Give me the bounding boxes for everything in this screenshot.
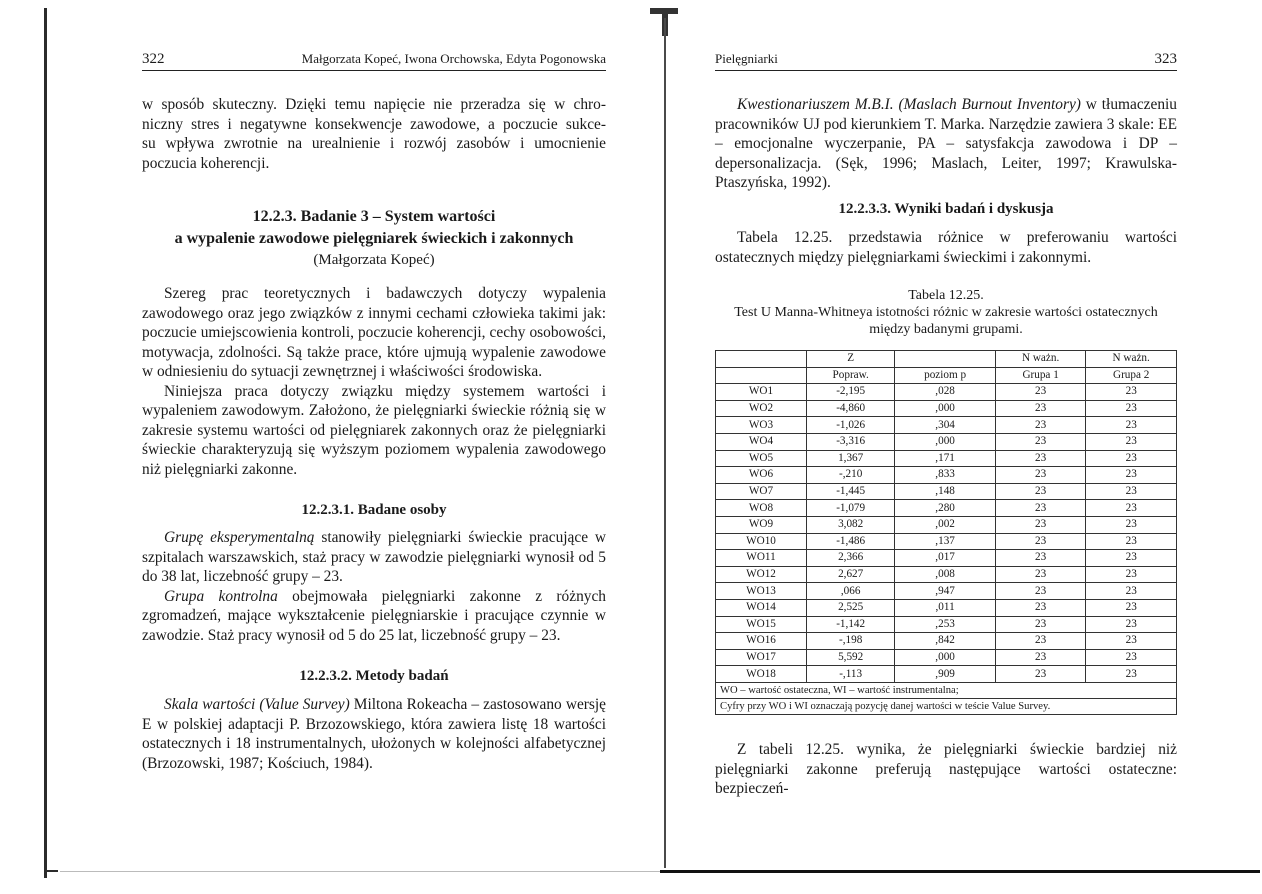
- paragraph: [142, 528, 606, 587]
- table-footnote-row: [716, 698, 1177, 714]
- page-number: 322: [142, 51, 165, 67]
- intro-paragraph: [142, 95, 606, 173]
- paragraph: Szereg prac teoretycznych i badawczych dotyczy wypalenia zawodowego oraz jego związków z innymi cechami człowieka takimi jak: poczucie umiejscowienia kontroli, poczucie koherencji, cechy osobowości, motywacja, zdolności. Są także prace, które ujmują wypalenie zawodowe w odniesieniu do sytuacji zewnętrznej i właściwości środowiska.: [142, 285, 606, 380]
- table-cell: WO14: [716, 599, 807, 616]
- table-cell: ,833: [895, 467, 996, 484]
- table-cell: 23: [995, 633, 1086, 650]
- table-row: [716, 433, 1177, 450]
- table-cell: WO1: [716, 384, 807, 401]
- table-cell: 23: [1086, 550, 1177, 567]
- table-cell: 23: [995, 433, 1086, 450]
- table-cell: 23: [1086, 400, 1177, 417]
- table-cell: -,198: [807, 633, 895, 650]
- left-running-head: [142, 50, 606, 71]
- table-cell: ,017: [895, 550, 996, 567]
- table-cell: ,066: [807, 583, 895, 600]
- table-cell: WO5: [716, 450, 807, 467]
- table-cell: WO4: [716, 433, 807, 450]
- subsection-methods: [142, 666, 606, 773]
- table-cell: 2,627: [807, 566, 895, 583]
- table-cell: WO6: [716, 467, 807, 484]
- table-cell: -1,486: [807, 533, 895, 550]
- table-cell: ,000: [895, 649, 996, 666]
- table-cell: 23: [995, 566, 1086, 583]
- table-label: Tabela 12.25.: [908, 288, 984, 303]
- results-table-wrap: [715, 350, 1177, 715]
- table-cell: -1,445: [807, 483, 895, 500]
- intro-line: poczucia koherencji.: [142, 154, 270, 172]
- emphasis: Grupa kontrolna: [164, 587, 278, 605]
- table-cell: ,947: [895, 583, 996, 600]
- table-cell: 23: [995, 467, 1086, 484]
- table-header-row: [716, 351, 1177, 368]
- table-cell: ,304: [895, 417, 996, 434]
- table-row: [716, 483, 1177, 500]
- section-body: [142, 284, 606, 479]
- section-title-line1: 12.2.3. Badanie 3 – System wartości: [252, 208, 496, 225]
- intro-line: su wpływa zwrotnie na urealnienie i rozwój zasobów i umocnienie: [142, 135, 606, 152]
- paragraph-text: w tłumaczeniu pracowników UJ pod kierunkiem T. Marka. Narzędzie zawiera 3 skale: EE – emocjonalne wyczerpanie, PA – satysfakcja zawodowa i DP – depersonalizacja. (Sęk, 1996; Maslach, Leiter, 1997; Krawulska-Ptaszyńska, 1992).: [715, 96, 1177, 191]
- paragraph: [715, 95, 1177, 193]
- table-cell: 23: [995, 583, 1086, 600]
- table-row: [716, 666, 1177, 683]
- table-cell: 2,366: [807, 550, 895, 567]
- table-cell: 23: [1086, 616, 1177, 633]
- table-row: [716, 450, 1177, 467]
- table-cell: WO8: [716, 500, 807, 517]
- table-cell: WO7: [716, 483, 807, 500]
- table-cell: 1,367: [807, 450, 895, 467]
- table-cell: 3,082: [807, 516, 895, 533]
- table-cell: -1,079: [807, 500, 895, 517]
- table-cell: ,909: [895, 666, 996, 683]
- results-table: [715, 350, 1177, 715]
- table-cell: WO15: [716, 616, 807, 633]
- table-row: [716, 516, 1177, 533]
- table-cell: 23: [995, 649, 1086, 666]
- table-cell: WO9: [716, 516, 807, 533]
- table-cell: 23: [1086, 583, 1177, 600]
- table-cell: poziom p: [895, 367, 996, 384]
- section-heading: [142, 206, 606, 270]
- table-cell: -,113: [807, 666, 895, 683]
- scan-bottom-edge-left: [60, 871, 660, 872]
- table-cell: 23: [1086, 666, 1177, 683]
- table-cell: -1,142: [807, 616, 895, 633]
- methods-continued: [715, 95, 1177, 193]
- right-running-head: [715, 50, 1177, 71]
- emphasis: Grupę eksperymentalną: [164, 529, 315, 546]
- table-row: [716, 533, 1177, 550]
- table-row: [716, 649, 1177, 666]
- table-caption-line1: Test U Manna-Whitneya istotności różnic w zakresie wartości ostatecznych: [734, 305, 1158, 320]
- table-cell: 23: [995, 550, 1086, 567]
- table-cell: -2,195: [807, 384, 895, 401]
- table-cell: WO12: [716, 566, 807, 583]
- scan-edge-foot: [44, 870, 58, 872]
- table-footnote: Cyfry przy WO i WI oznaczają pozycję danej wartości w teście Value Survey.: [716, 698, 1177, 714]
- subsection-title: 12.2.3.2. Metody badań: [299, 668, 449, 684]
- table-header-row: [716, 367, 1177, 384]
- table-row: [716, 599, 1177, 616]
- table-cell: 23: [1086, 384, 1177, 401]
- scan-edge-left: [44, 8, 47, 878]
- table-cell: 23: [995, 500, 1086, 517]
- table-row: [716, 500, 1177, 517]
- table-cell: ,000: [895, 433, 996, 450]
- table-cell: 23: [995, 516, 1086, 533]
- table-cell: 5,592: [807, 649, 895, 666]
- paragraph: Tabela 12.25. przedstawia różnice w preferowaniu wartości ostatecznych między pielęgniarkami świeckimi i zakonnymi.: [715, 229, 1177, 266]
- paragraph: Niniejsza praca dotyczy związku między systemem wartości i wypaleniem zawodowym. Założono, że pielęgniarki świeckie różnią się w zakresie systemu wartości od pielęgniarek zakonnych oraz że pielęgniarki świeckie charakteryzują się wyższym poziomem wypalenia zawodowego niż pielęgniarki zakonne.: [142, 382, 606, 478]
- table-cell: 23: [1086, 467, 1177, 484]
- intro-line: niczny stres i negatywne konsekwencje zawodowe, a poczucie sukce-: [142, 115, 606, 133]
- table-cell: Grupa 1: [995, 367, 1086, 384]
- page-number: 323: [1154, 51, 1177, 67]
- table-cell: ,148: [895, 483, 996, 500]
- table-cell: Popraw.: [807, 367, 895, 384]
- table-cell: 2,525: [807, 599, 895, 616]
- section-title-line2: a wypalenie zawodowe pielęgniarek świeckich i zakonnych: [174, 230, 574, 247]
- subsection-title: 12.2.3.1. Badane osoby: [301, 502, 447, 518]
- paragraph-text: Miltona Rokeacha – zastosowano wersję E w polskiej adaptacji P. Brzozowskiego, która zawiera listę 18 wartości ostatecznych i 18 instrumentalnych, ułożonych w kolejności alfabetycznej (Brzozowski, 1987; Kościuch, 1984).: [142, 696, 606, 772]
- table-cell: WO2: [716, 400, 807, 417]
- table-cell: WO17: [716, 649, 807, 666]
- book-gutter: [664, 18, 666, 868]
- table-row: [716, 616, 1177, 633]
- subsection-results: [715, 199, 1177, 267]
- table-cell: N ważn.: [1086, 351, 1177, 368]
- table-cell: WO3: [716, 417, 807, 434]
- paragraph: [142, 695, 606, 773]
- table-cell: 23: [995, 533, 1086, 550]
- table-cell: ,171: [895, 450, 996, 467]
- table-row: [716, 400, 1177, 417]
- table-cell: ,253: [895, 616, 996, 633]
- table-row: [716, 566, 1177, 583]
- table-cell: Z: [807, 351, 895, 368]
- table-footnote: WO – wartość ostateczna, WI – wartość instrumentalna;: [716, 682, 1177, 698]
- table-cell: ,028: [895, 384, 996, 401]
- intro-line: w sposób skuteczny. Dzięki temu napięcie nie przeradza się w chro-: [142, 96, 606, 113]
- table-cell: 23: [1086, 417, 1177, 434]
- table-cell: ,011: [895, 599, 996, 616]
- subsection-participants: [142, 500, 606, 645]
- table-cell: Grupa 2: [1086, 367, 1177, 384]
- table-cell: 23: [995, 599, 1086, 616]
- table-cell: [895, 351, 996, 368]
- paragraph-text: stanowiły pielęgniarki świeckie pracujące w szpitalach warszawskich, staż pracy w zawodzie pielęgniarki wynosił od 5 do 38 lat, liczebność grupy – 23.: [142, 529, 607, 585]
- table-cell: -3,316: [807, 433, 895, 450]
- running-title: Małgorzata Kopeć, Iwona Orchowska, Edyta Pogonowska: [301, 51, 606, 66]
- table-cell: ,000: [895, 400, 996, 417]
- table-cell: 23: [1086, 450, 1177, 467]
- table-row: [716, 384, 1177, 401]
- table-cell: ,842: [895, 633, 996, 650]
- table-cell: ,008: [895, 566, 996, 583]
- table-cell: 23: [1086, 566, 1177, 583]
- table-caption: [715, 287, 1177, 338]
- scan-bottom-edge-right: [660, 870, 1260, 873]
- paragraph: [142, 587, 606, 646]
- table-cell: 23: [995, 450, 1086, 467]
- table-cell: 23: [995, 384, 1086, 401]
- table-cell: WO11: [716, 550, 807, 567]
- table-cell: 23: [995, 666, 1086, 683]
- paragraph-text: obejmowała pielęgniarki zakonne z różnych zgromadzeń, mające wykształcenie pielęgniarskie i pracujące czynnie w zawodzie. Staż pracy wynosił od 5 do 25 lat, liczebność grupy – 23.: [142, 587, 606, 644]
- table-footnote-row: [716, 682, 1177, 698]
- table-cell: 23: [1086, 533, 1177, 550]
- table-cell: -4,860: [807, 400, 895, 417]
- table-cell: 23: [1086, 649, 1177, 666]
- table-cell: N ważn.: [995, 351, 1086, 368]
- table-cell: -,210: [807, 467, 895, 484]
- paragraph: Z tabeli 12.25. wynika, że pielęgniarki świeckie bardziej niż pielęgniarki zakonne preferują następujące wartości ostateczne: bezpieczeń-: [715, 741, 1177, 797]
- table-cell: 23: [1086, 599, 1177, 616]
- table-cell: 23: [1086, 483, 1177, 500]
- table-row: [716, 633, 1177, 650]
- table-cell: 23: [1086, 500, 1177, 517]
- table-cell: WO10: [716, 533, 807, 550]
- table-cell: 23: [995, 400, 1086, 417]
- results-discussion: [715, 740, 1177, 799]
- running-title: Pielęgniarki: [715, 51, 778, 66]
- table-cell: 23: [995, 417, 1086, 434]
- table-cell: [716, 367, 807, 384]
- subsection-title: 12.2.3.3. Wyniki badań i dyskusja: [838, 201, 1054, 217]
- table-cell: 23: [995, 483, 1086, 500]
- table-row: [716, 583, 1177, 600]
- table-cell: ,137: [895, 533, 996, 550]
- table-cell: 23: [1086, 633, 1177, 650]
- table-cell: WO13: [716, 583, 807, 600]
- table-cell: WO18: [716, 666, 807, 683]
- table-cell: -1,026: [807, 417, 895, 434]
- table-row: [716, 467, 1177, 484]
- emphasis: Kwestionariuszem M.B.I. (Maslach Burnout Inventory): [737, 96, 1081, 113]
- emphasis: Skala wartości (Value Survey): [164, 696, 350, 713]
- table-row: [716, 550, 1177, 567]
- table-caption-line2: między badanymi grupami.: [869, 322, 1023, 337]
- section-author: (Małgorzata Kopeć): [313, 252, 435, 268]
- table-cell: ,002: [895, 516, 996, 533]
- table-cell: [716, 351, 807, 368]
- table-row: [716, 417, 1177, 434]
- table-cell: 23: [1086, 433, 1177, 450]
- table-cell: WO16: [716, 633, 807, 650]
- table-cell: 23: [995, 616, 1086, 633]
- table-cell: ,280: [895, 500, 996, 517]
- table-cell: 23: [1086, 516, 1177, 533]
